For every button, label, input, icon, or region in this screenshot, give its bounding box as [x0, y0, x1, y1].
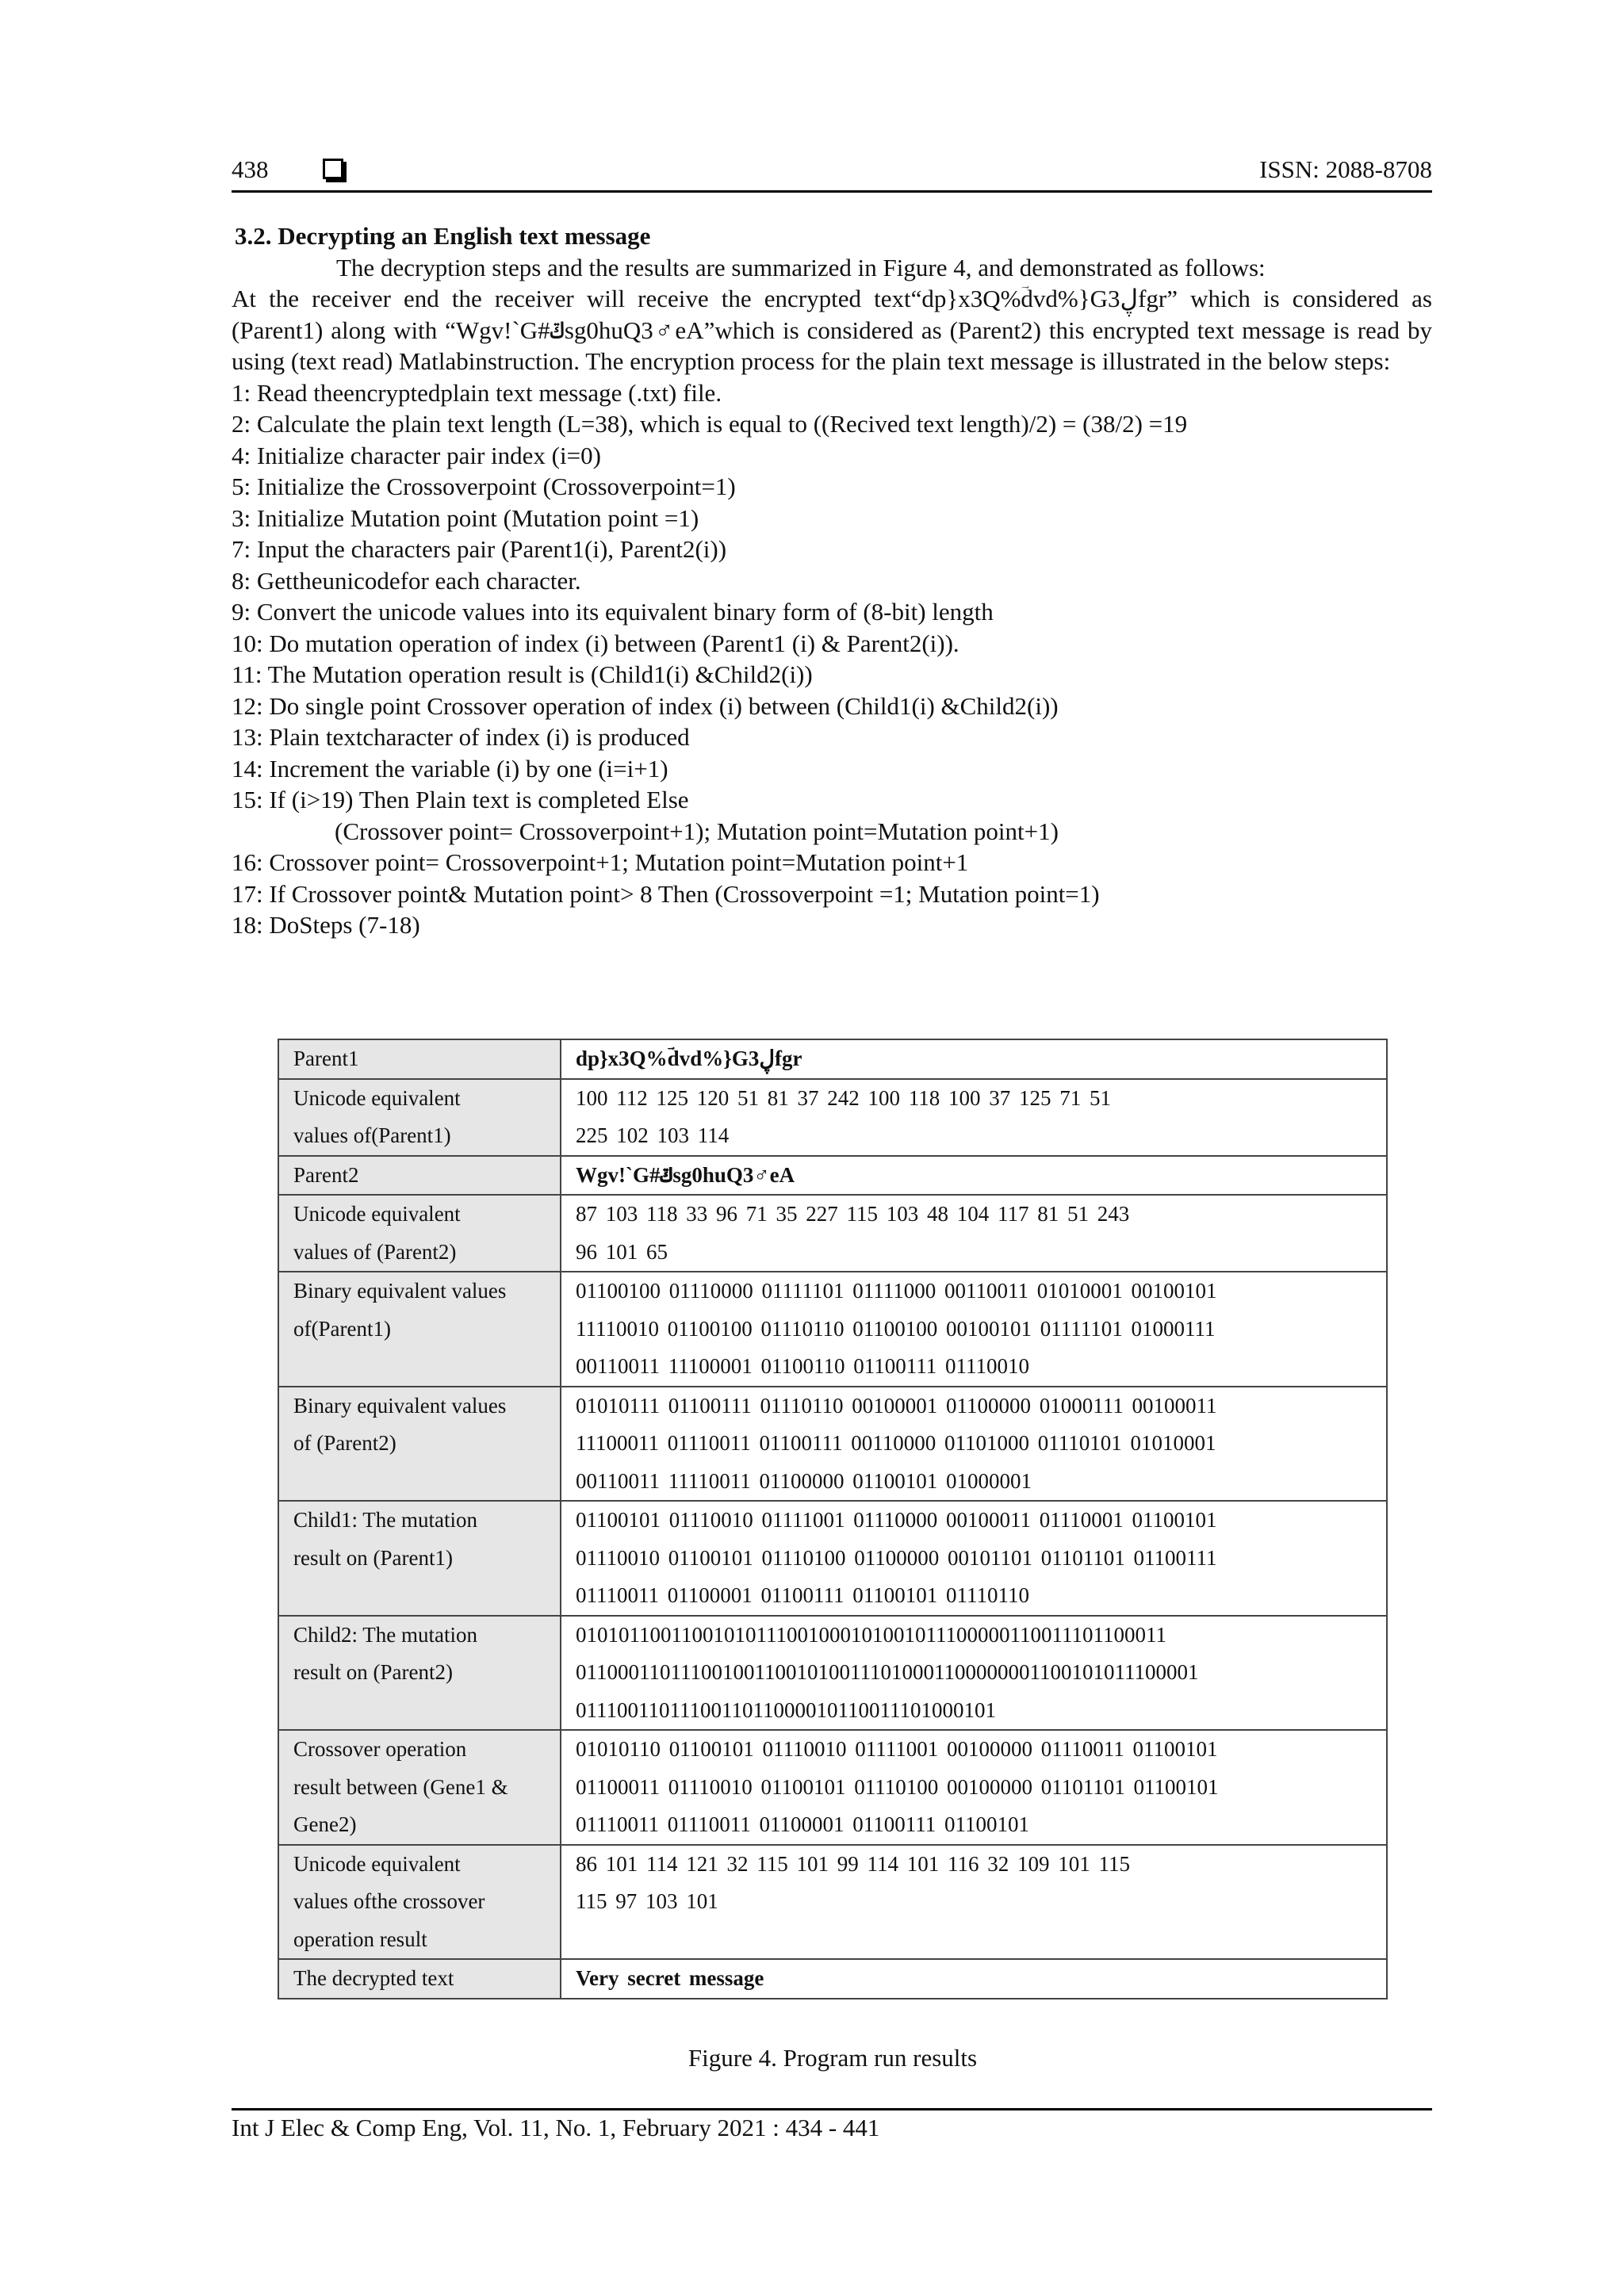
- row-value: [561, 1156, 1387, 1196]
- row-label: [278, 1730, 561, 1845]
- body-text: [232, 220, 1432, 941]
- label-line: Unicode equivalent: [293, 1202, 461, 1226]
- step: 14: Increment the variable (i) by one (i=i+1): [232, 754, 668, 783]
- value-line: 86 101 114 121 32 115 101 99 114 101 116 32 109 101 115: [576, 1851, 1130, 1876]
- page-header: [232, 155, 1432, 193]
- step: 1: Read theencryptedplain text message (.txt) file.: [232, 378, 722, 407]
- label-line: Unicode equivalent: [293, 1851, 461, 1876]
- row-value: [561, 1501, 1387, 1616]
- label-line: Parent1: [293, 1047, 359, 1070]
- label-line: Gene2): [293, 1812, 357, 1836]
- results-table: [278, 1039, 1388, 1999]
- label-line: Child2: The mutation: [293, 1622, 477, 1647]
- row-value: [561, 1387, 1387, 1502]
- value-line: 01010110 01100101 01110010 01111001 00100000 01110011 01100101: [576, 1737, 1218, 1761]
- page-number: 438: [232, 155, 269, 183]
- value-line: 01100100 01110000 01111101 01111000 00110011 01010001 00100101: [576, 1279, 1217, 1303]
- figure-caption: Figure 4. Program run results: [688, 2044, 978, 2072]
- issn: ISSN: 2088-8708: [1259, 155, 1432, 183]
- value-line: 0111001101110011011000010110011101000101: [576, 1697, 996, 1722]
- table-row: [278, 1156, 1387, 1196]
- section-title: 3.2. Decrypting an English text message: [235, 222, 651, 250]
- value-line: 00110011 11110011 01100000 01100101 01000001: [576, 1468, 1032, 1493]
- row-label: [278, 1079, 561, 1156]
- step-continuation: (Crossover point= Crossoverpoint+1); Mutation point=Mutation point+1): [335, 817, 1059, 845]
- row-label: [278, 1616, 561, 1731]
- value-line: 01100011 01110010 01100101 01110100 00100000 01101101 01100101: [576, 1774, 1219, 1799]
- value-line: dp}x3Q%ؔdvd%}G3ڸfgr: [576, 1047, 802, 1070]
- label-line: Crossover operation: [293, 1737, 467, 1761]
- row-value: [561, 1039, 1387, 1079]
- label-line: Unicode equivalent: [293, 1085, 461, 1110]
- label-line: Child1: The mutation: [293, 1508, 477, 1532]
- step: 17: If Crossover point& Mutation point> 8 Then (Crossoverpoint =1; Mutation point=1): [232, 879, 1100, 908]
- step: 12: Do single point Crossover operation of index (i) between (Child1(i) &Child2(i)): [232, 691, 1059, 720]
- label-line: Binary equivalent values: [293, 1279, 507, 1303]
- step: 18: DoSteps (7-18): [232, 911, 420, 939]
- step: 16: Crossover point= Crossoverpoint+1; Mutation point=Mutation point+1: [232, 848, 969, 876]
- table-row: [278, 1730, 1387, 1845]
- value-line: 01010110011001010111001000101001011100000110011101100011: [576, 1622, 1166, 1647]
- step: 4: Initialize character pair index (i=0): [232, 441, 601, 469]
- label-line: values of (Parent2): [293, 1239, 457, 1264]
- step: 9: Convert the unicode values into its equivalent binary form of (8-bit) length: [232, 598, 994, 626]
- label-line: values ofthe crossover: [293, 1889, 485, 1913]
- table-row: [278, 1959, 1387, 1999]
- value-line: 87 103 118 33 96 71 35 227 115 103 48 104 117 81 51 243: [576, 1202, 1130, 1226]
- label-line: result between (Gene1 &: [293, 1774, 508, 1799]
- row-value: [561, 1616, 1387, 1731]
- table-row: [278, 1616, 1387, 1731]
- table-row: [278, 1272, 1387, 1387]
- value-line: 100 112 125 120 51 81 37 242 100 118 100 37 125 71 51: [576, 1085, 1111, 1110]
- label-line: result on (Parent2): [293, 1660, 453, 1684]
- row-value: [561, 1195, 1387, 1272]
- label-line: Binary equivalent values: [293, 1393, 507, 1418]
- row-value: [561, 1959, 1387, 1999]
- step: 2: Calculate the plain text length (L=38), which is equal to ((Recived text length)/2) = (38/2) =19: [232, 410, 1188, 438]
- row-label: [278, 1272, 561, 1387]
- step: 7: Input the characters pair (Parent1(i), Parent2(i)): [232, 535, 727, 563]
- step: 11: The Mutation operation result is (Child1(i) &Child2(i)): [232, 660, 813, 688]
- table-row: [278, 1387, 1387, 1502]
- value-line: 01100101 01110010 01111001 01110000 00100011 01110001 01100101: [576, 1508, 1217, 1532]
- table-row: [278, 1845, 1387, 1960]
- row-value: [561, 1845, 1387, 1960]
- value-line: 11110010 01100100 01110110 01100100 00100101 01111101 01000111: [576, 1316, 1216, 1341]
- body-paragraph: At the receiver end the receiver will receive the encrypted text“dp}x3Q%ؔdvd%}G3ڸfgr” which is considered as (Parent1) along with “Wgv!`G#ݿsg0huQ3♂eA”which is considered as (Parent2) this encrypted text message is read by using (text read) Matlabinstruction. The encryption process for the plain text message is illustrated in the below steps:: [232, 285, 1432, 375]
- value-line: 01110011 01100001 01100111 01100101 01110110: [576, 1583, 1029, 1607]
- label-line: of (Parent2): [293, 1431, 396, 1455]
- intro-sentence: The decryption steps and the results are summarized in Figure 4, and demonstrated as follows:: [336, 253, 1266, 281]
- step: 8: Gettheunicodefor each character.: [232, 566, 581, 595]
- step: 13: Plain textcharacter of index (i) is produced: [232, 723, 690, 751]
- row-value: [561, 1730, 1387, 1845]
- step: 15: If (i>19) Then Plain text is completed Else: [232, 786, 689, 813]
- row-label: [278, 1387, 561, 1502]
- value-line: Wgv!`G#ݿsg0huQ3♂eA: [576, 1162, 795, 1187]
- table-row: [278, 1195, 1387, 1272]
- label-line: of(Parent1): [293, 1316, 391, 1341]
- label-line: Parent2: [293, 1162, 359, 1187]
- value-line: 115 97 103 101: [576, 1889, 718, 1913]
- row-label: [278, 1501, 561, 1616]
- value-line: 01110011 01110011 01100001 01100111 01100101: [576, 1812, 1029, 1836]
- label-line: operation result: [293, 1927, 427, 1951]
- table-row: [278, 1039, 1387, 1079]
- table-row: [278, 1079, 1387, 1156]
- value-line: 225 102 103 114: [576, 1123, 730, 1147]
- square-bullet-icon: [323, 159, 343, 179]
- step: 10: Do mutation operation of index (i) between (Parent1 (i) & Parent2(i)).: [232, 629, 959, 657]
- value-line: 96 101 65: [576, 1239, 668, 1264]
- value-line: 01010111 01100111 01110110 00100001 01100000 01000111 00100011: [576, 1393, 1217, 1418]
- label-line: result on (Parent1): [293, 1545, 453, 1570]
- row-label: [278, 1845, 561, 1960]
- value-line: 01100011011100100110010100111010001100000001100101011100001: [576, 1660, 1199, 1684]
- step: 3: Initialize Mutation point (Mutation point =1): [232, 503, 699, 532]
- label-line: values of(Parent1): [293, 1123, 451, 1147]
- row-label: [278, 1959, 561, 1999]
- row-value: [561, 1079, 1387, 1156]
- value-line: 11100011 01110011 01100111 00110000 01101000 01110101 01010001: [576, 1431, 1216, 1455]
- table-row: [278, 1501, 1387, 1616]
- row-label: [278, 1195, 561, 1272]
- value-line: 01110010 01100101 01110100 01100000 00101101 01101101 01100111: [576, 1545, 1217, 1570]
- step: 5: Initialize the Crossoverpoint (Crossoverpoint=1): [232, 473, 736, 500]
- value-line: Very secret message: [576, 1966, 764, 1990]
- row-label: [278, 1039, 561, 1079]
- row-label: [278, 1156, 561, 1196]
- page-footer: Int J Elec & Comp Eng, Vol. 11, No. 1, February 2021 : 434 - 441: [232, 2108, 1432, 2142]
- value-line: 00110011 11100001 01100110 01100111 01110010: [576, 1354, 1029, 1378]
- label-line: The decrypted text: [293, 1966, 454, 1990]
- row-value: [561, 1272, 1387, 1387]
- step-list: [232, 377, 1432, 941]
